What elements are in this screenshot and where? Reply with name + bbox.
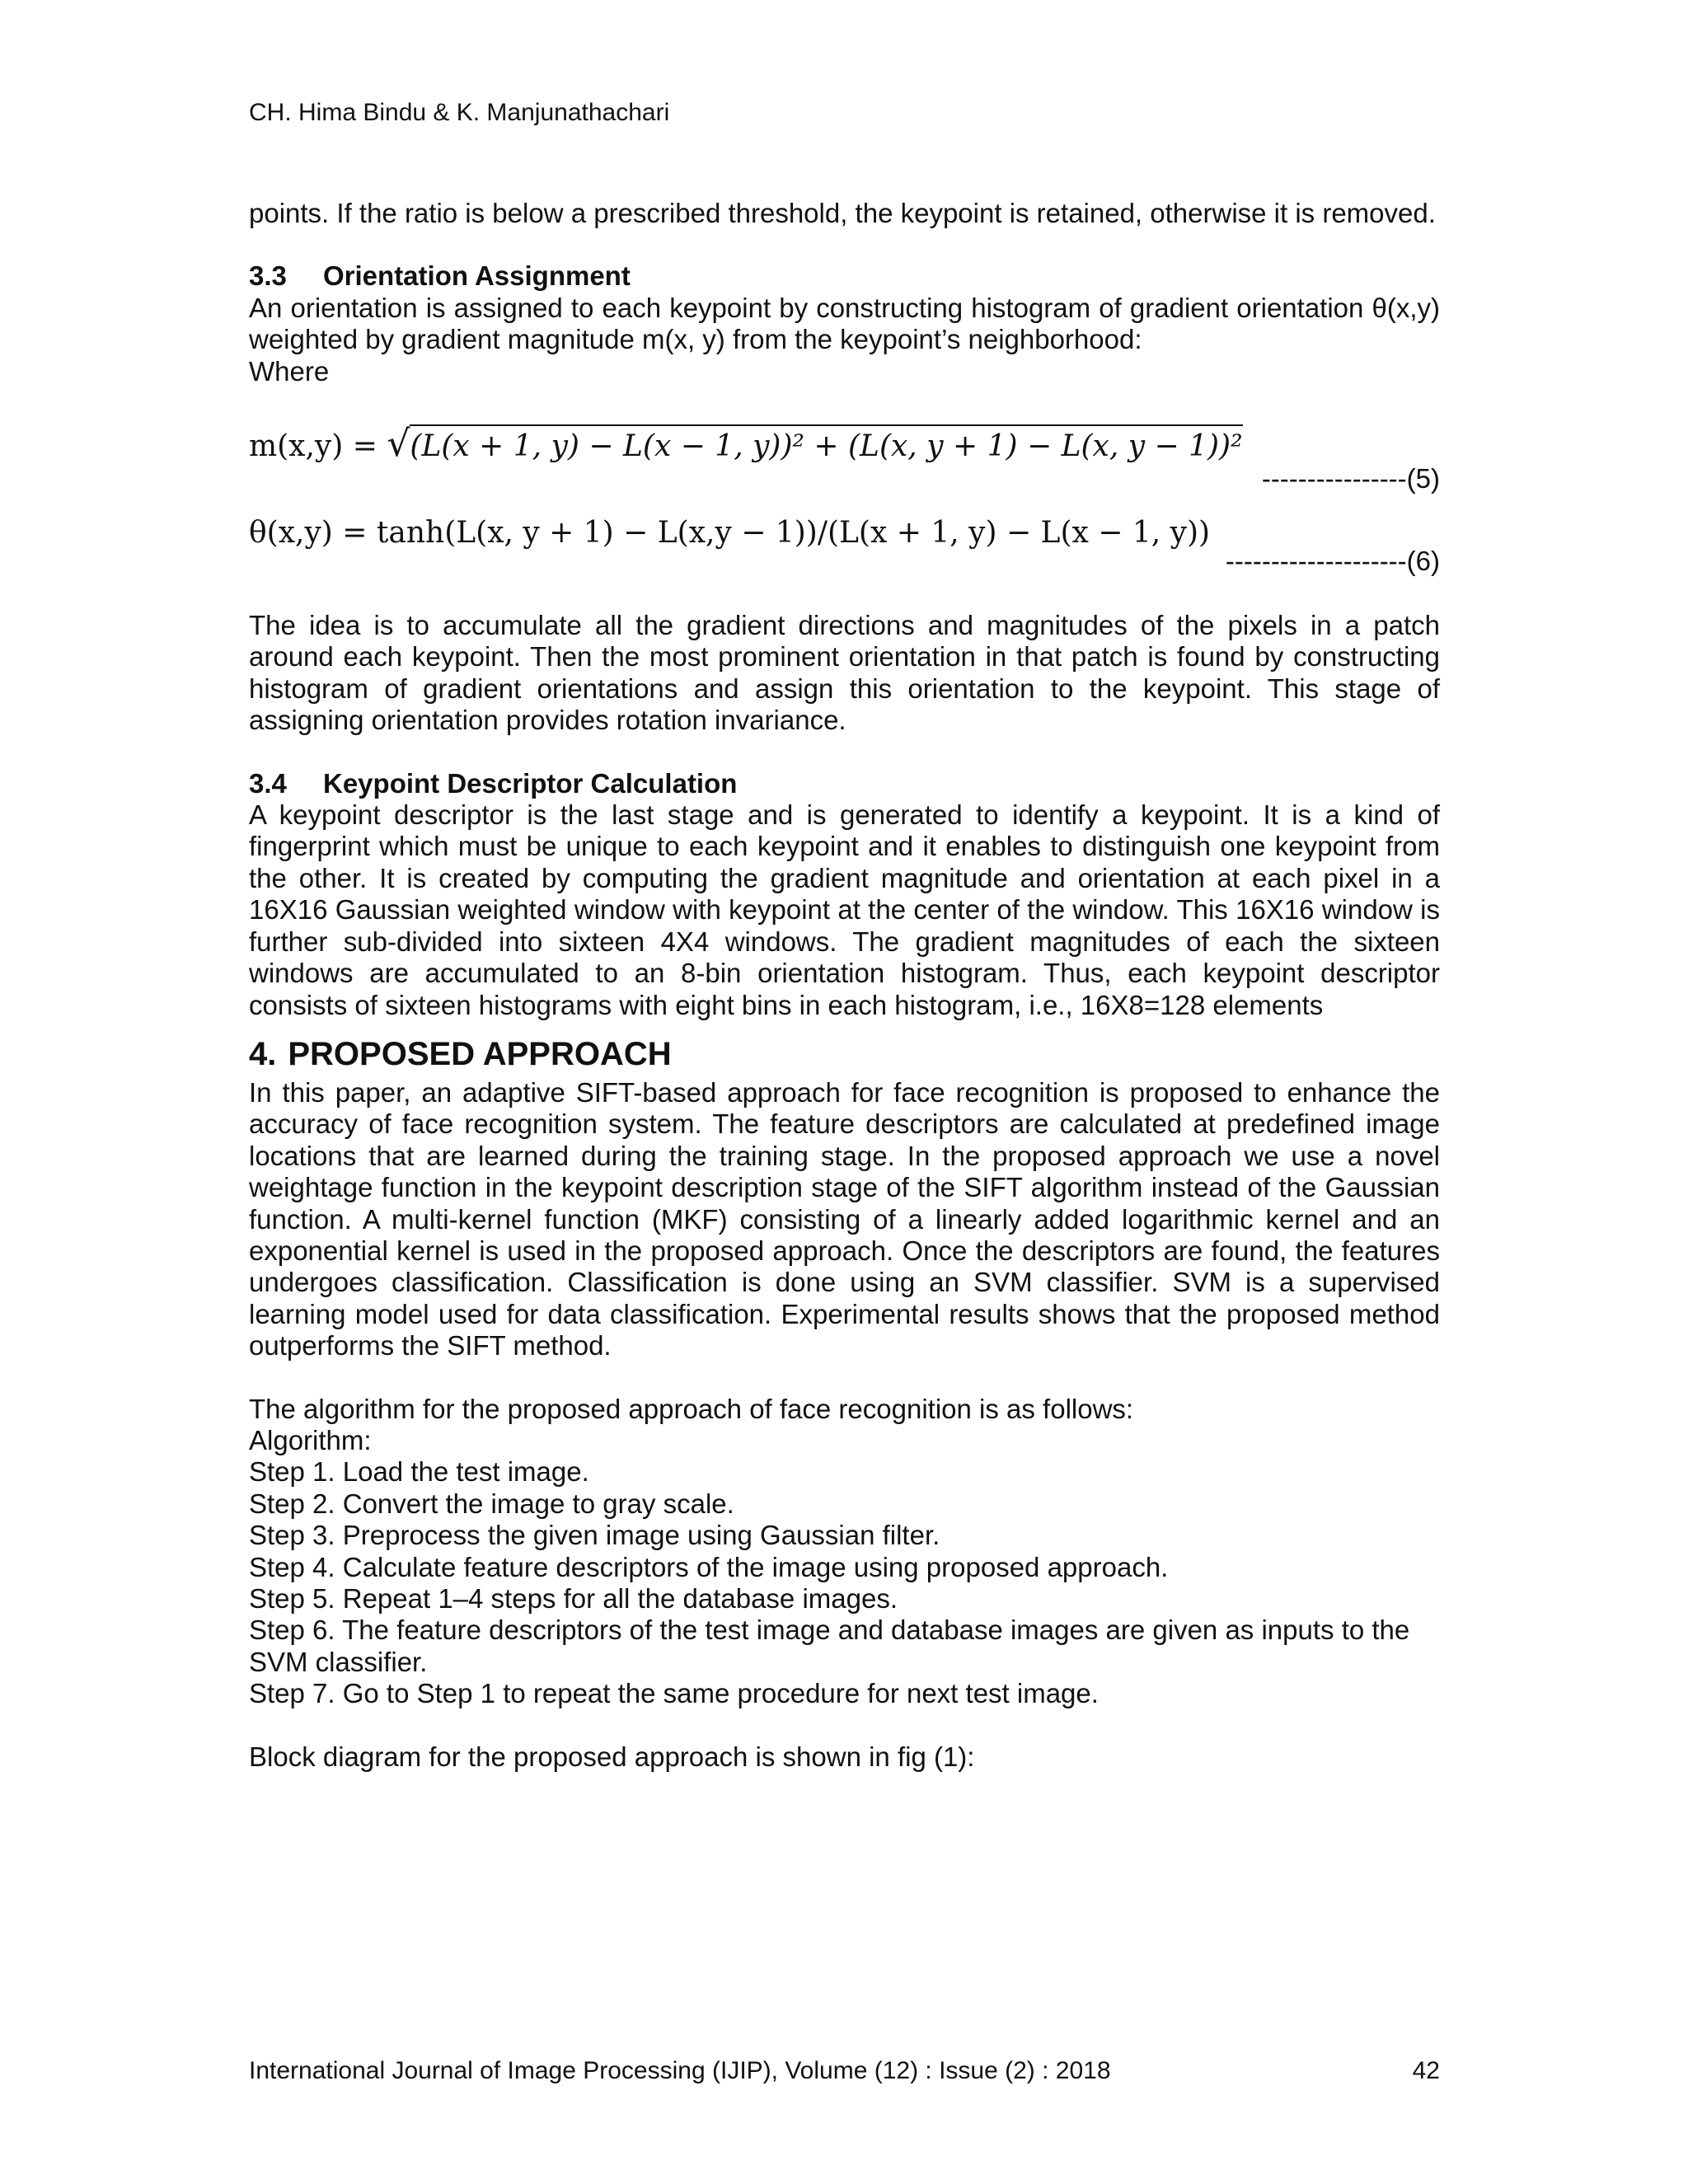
equation-5-rhs: (L(x + 1, y) − L(x − 1, y))² + (L(x, y + 1) − L(x, y − 1))² xyxy=(410,424,1242,463)
algorithm-steps xyxy=(249,1456,1440,1709)
algorithm-step: Step 4. Calculate feature descriptors of the image using proposed approach. xyxy=(249,1551,1169,1582)
algorithm-step: Step 3. Preprocess the given image using Gaussian filter. xyxy=(249,1520,940,1551)
paragraph-proposed: In this paper, an adaptive SIFT-based approach for face recognition is proposed to enhance the accuracy of face recognition system. The feature descriptors are calculated at predefined image locations that are learned during the training stage. In the proposed approach we use a novel weightage function in the keypoint description stage of the SIFT algorithm instead of the Gaussian function. A multi-kernel function (MKF) consisting of a linearly added logarithmic kernel and an exponential kernel is used in the proposed approach. Once the descriptors are found, the features undergoes classification. Classification is done using an SVM classifier. SVM is a supervised learning model used for data classification. Experimental results shows that the proposed method outperforms the SIFT method. xyxy=(249,1076,1440,1361)
equation-6 xyxy=(249,518,1440,577)
paragraph-orientation: An orientation is assigned to each keypoint by constructing histogram of gradient orientation θ(x,y) weighted by gradient magnitude m(x, y) from the keypoint’s neighborhood: xyxy=(249,292,1440,355)
section-number: 4. xyxy=(249,1035,277,1072)
section-number: 3.4 xyxy=(249,767,287,799)
paragraph-where: Where xyxy=(249,355,330,387)
equation-6-expression: θ(x,y) = tanh(L(x, y + 1) − L(x,y − 1))/(L(x + 1, y) − L(x − 1, y)) xyxy=(249,516,1211,551)
equation-5-label: ----------------(5) xyxy=(1261,462,1440,494)
paragraph-idea: The idea is to accumulate all the gradient directions and magnitudes of the pixels in a patch around each keypoint. Then the most prominent orientation in that patch is found by constructing histogram of gradient orientations and assign this orientation to the keypoint. This stage of assigning orientation provides rotation invariance. xyxy=(249,610,1440,736)
paragraph-intro: points. If the ratio is below a prescribed threshold, the keypoint is retained, otherwise it is removed. xyxy=(249,198,1436,228)
algorithm-step: Step 5. Repeat 1–4 steps for all the database images. xyxy=(249,1583,898,1614)
running-header: CH. Hima Bindu & K. Manjunathachari xyxy=(249,99,670,126)
sqrt-symbol: √ xyxy=(387,423,410,466)
algorithm-step: Step 2. Convert the image to gray scale. xyxy=(249,1488,734,1519)
body-text xyxy=(249,198,1440,1773)
algorithm-step: Step 7. Go to Step 1 to repeat the same procedure for next test image. xyxy=(249,1678,1099,1709)
page-number: 42 xyxy=(1412,2057,1440,2084)
equation-6-label: --------------------(6) xyxy=(1225,545,1440,576)
algorithm-step: Step 6. The feature descriptors of the test image and database images are given as inputs to the SVM classifier. xyxy=(249,1615,1410,1677)
section-number: 3.3 xyxy=(249,260,287,292)
section-title: PROPOSED APPROACH xyxy=(288,1035,672,1072)
section-heading-3-3 xyxy=(249,260,1440,292)
equation-5-lhs: m(x,y) = xyxy=(249,429,387,464)
journal-info: International Journal of Image Processing (IJIP), Volume (12) : Issue (2) : 2018 xyxy=(249,2057,1111,2084)
section-heading-3-4 xyxy=(249,768,1440,799)
section-title: Keypoint Descriptor Calculation xyxy=(323,767,738,799)
section-heading-4 xyxy=(249,1034,1440,1074)
algorithm-label: Algorithm: xyxy=(249,1424,372,1455)
page-footer xyxy=(249,2057,1440,2085)
paragraph-descriptor: A keypoint descriptor is the last stage and is generated to identify a keypoint. It is a kind of fingerprint which must be unique to each keypoint and it enables to distinguish one keypoint from the other. It is created by computing the gradient magnitude and orientation at each pixel in a 16X16 Gaussian weighted window with keypoint at the center of the window. This 16X16 window is further sub-divided into sixteen 4X4 windows. The gradient magnitudes of each the sixteen windows are accumulated to an 8-bin orientation histogram. Thus, each keypoint descriptor consists of sixteen histograms with eight bins in each histogram, i.e., 16X8=128 elements xyxy=(249,799,1440,1020)
paragraph-block-diagram: Block diagram for the proposed approach is shown in fig (1): xyxy=(249,1741,975,1772)
section-title: Orientation Assignment xyxy=(323,260,631,292)
equation-5 xyxy=(249,423,1440,494)
algorithm-intro: The algorithm for the proposed approach of face recognition is as follows: xyxy=(249,1393,1134,1424)
algorithm-step: Step 1. Load the test image. xyxy=(249,1456,589,1488)
